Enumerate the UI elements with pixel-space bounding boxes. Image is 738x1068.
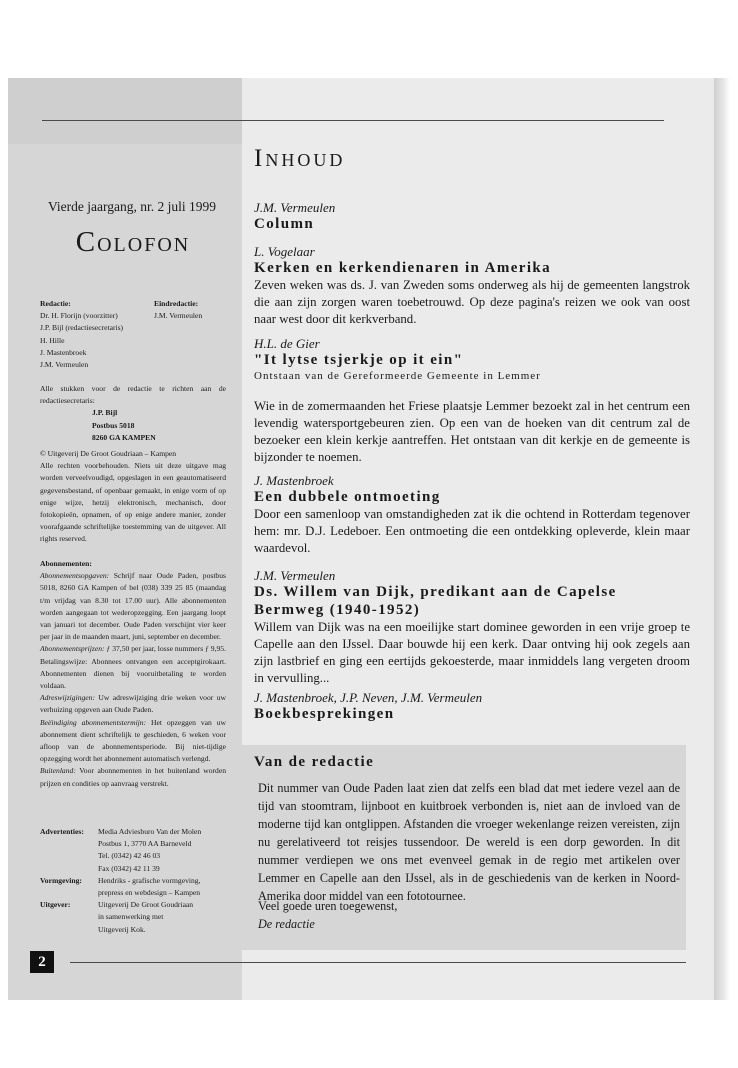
page-number: 2 xyxy=(30,951,54,973)
redactie-member: H. Hille xyxy=(40,335,65,345)
adreswijziging-label: Adreswijzigingen: xyxy=(40,693,95,703)
bottom-rule xyxy=(70,962,686,963)
kopij-text: Alle stukken voor de redactie te richten aan de redactiesecretaris: xyxy=(40,384,226,406)
redactie-label: Redactie: xyxy=(40,299,71,308)
entry-summary: Willem van Dijk was na een moeilijke start dominee geworden in een vrije groep te Capelle aan den IJssel. Daar bouwde hij een kerk. Daar ontving hij ook zegels aan zijn lastbrief en ging een eertijds gekoesterde, maar inmiddels lang vergeten droom in vervulling... xyxy=(254,620,690,685)
redactie-member: J. Mastenbroek xyxy=(40,347,87,357)
entry-author: L. Vogelaar xyxy=(254,244,315,259)
header-band xyxy=(8,78,242,144)
kopij-address-line: J.P. Bijl xyxy=(92,408,118,418)
toc-entry xyxy=(254,244,690,328)
vormgeving-line: Hendriks - grafische vormgeving, xyxy=(98,875,201,885)
uitgever-row xyxy=(40,899,226,936)
advertenties-line: Media Adviesburo Van der Molen xyxy=(98,827,202,836)
entry-subtitle: Ontstaan van de Gereformeerde Gemeente in Lemmer xyxy=(254,370,541,382)
toc-entry xyxy=(254,690,690,723)
uitgever-label: Uitgever: xyxy=(40,900,71,910)
editorial-closing: Veel goede uren toegewenst, xyxy=(258,899,398,913)
eindredactie-label: Eindredactie: xyxy=(154,299,199,308)
entry-summary: Wie in de zomermaanden het Friese plaatsje Lemmer bezoekt zal in het centrum een levendig watersportgebeuren zien. Op een van de hoeken van dit centrum zal de bezoeker een klein kerkje aantreffen. Het ontstaan van dit kerkje en de gemeente is bijzonder te noemen. xyxy=(254,399,690,464)
abon-prijzen-text: ƒ 37,50 per jaar, losse nummers ƒ 9,95. Betalingswijze: Abonnees ontvangen een acceptgirokaart. Abonnementen dienen bij vooruitbetaling te worden voldaan. xyxy=(40,644,226,691)
beeindiging-label: Beëindiging abonnementstermijn: xyxy=(40,717,147,727)
abonnementen-block xyxy=(40,558,226,790)
entry-summary: Door een samenloop van omstandigheden zat ik die ochtend in Rotterdam tegenover hem: mr. D.J. Ledeboer. Een ontmoeting die een ontdekking opleverde, klein maar waardevol. xyxy=(254,507,690,555)
editorial-text: Dit nummer van Oude Paden laat zien dat zelfs een blad dat met iedere vezel aan de tijd van stoomtram, lijnboot en kuitbroek verbonden is, niet aan de invloed van de moderne tijd kan ontglippen. Afstanden die vroeger wekenlange reizen vereisten, zijn nu gerelativeerd tot reisjes tussendoor. De wereld is een dorp geworden. In dit nummer verdiepen we ons met evenveel gemak in de regio met artikelen over Lemmer en Capelle aan den IJssel, als in de geschiedenis van de kerken in Noord-Amerika door middel van een fototournee. xyxy=(258,781,680,903)
entry-title: Boekbesprekingen xyxy=(254,706,395,722)
issue-line: Vierde jaargang, nr. 2 juli 1999 xyxy=(47,199,217,214)
advertenties-line: Postbus 1, 3770 AA Barneveld xyxy=(98,839,192,849)
vormgeving-row xyxy=(40,875,226,899)
rights-text: Alle rechten voorbehouden. Niets uit deze uitgave mag worden verveelvoudigd, opgeslagen in een geautomatiseerd gegevensbestand, of openbaar gemaakt, in enige vorm of op enige wijze, hetzij elektronisch, mechanisch, door fotokopieën, opnamen, of op enige andere manier, zonder voorafgaande schriftelijke toestemming van de uitgever. All rights reserved. xyxy=(40,461,226,544)
abon-prijzen-label: Abonnementsprijzen: xyxy=(40,644,105,654)
entry-title: Ds. Willem van Dijk, predikant aan de Capelse Bermweg (1940-1952) xyxy=(254,584,617,618)
colofon-title: Colofon xyxy=(75,226,191,258)
toc-entry xyxy=(254,473,690,557)
vormgeving-line: prepress en webdesign – Kampen xyxy=(98,888,201,898)
beeindiging-text: Het opzeggen van uw abonnement dient schriftelijk te geschieden, 6 weken voor afloop van de abonnementsperiode. Bij niet-tijdige opzegging wordt het abonnement automatisch verlengd. xyxy=(40,717,226,764)
entry-author: J.M. Vermeulen xyxy=(254,200,336,215)
abon-opgaven-label: Abonnementsopgaven: xyxy=(40,571,110,581)
toc-entry xyxy=(254,568,690,687)
entry-title: Column xyxy=(254,216,315,232)
vormgeving-label: Vormgeving: xyxy=(40,875,82,885)
copyright-block xyxy=(40,448,226,546)
entry-summary: Zeven weken was ds. J. van Zweden soms onderweg als hij de gemeenten langstrok die aan zijn zorgen waren toebetrouwd. Op deze pagina's reizen we ook van oost naar west door dit kerkverband. xyxy=(254,278,690,326)
abon-opgaven-text: Schrijf naar Oude Paden, postbus 5018, 8260 GA Kampen of bel (038) 339 25 85 (maandag t/m vrijdag van 8.30 tot 17.00 uur). Alle abonnementen worden aangegaan tot wederopzegging. Een jaargang loopt van januari tot december. Oude Paden verschijnt vier keer per jaar in de maanden maart, juni, september en december. xyxy=(40,571,226,642)
top-rule xyxy=(42,120,664,121)
entry-title: Kerken en kerkendienaren in Amerika xyxy=(254,260,552,276)
kopij-address-line: 8260 GA KAMPEN xyxy=(92,432,156,442)
redactie-member: Dr. H. Florijn (voorzitter) xyxy=(40,311,118,321)
abonnementen-label: Abonnementen: xyxy=(40,559,92,568)
contact-block xyxy=(40,826,226,936)
copyright-line: © Uitgeverij De Groot Goudriaan – Kampen xyxy=(40,449,177,458)
buitenland-label: Buitenland: xyxy=(40,766,76,776)
entry-title: Een dubbele ontmoeting xyxy=(254,489,441,505)
uitgever-line: Uitgeverij Kok. xyxy=(98,924,146,934)
advertenties-row xyxy=(40,826,226,875)
entry-author: J. Mastenbroek xyxy=(254,473,334,488)
entry-author: J. Mastenbroek, J.P. Neven, J.M. Vermeulen xyxy=(254,690,483,705)
advertenties-label: Advertenties: xyxy=(40,827,84,836)
entry-title: "It lytse tsjerkje op it ein" xyxy=(254,352,464,368)
entry-author: J.M. Vermeulen xyxy=(254,568,336,583)
editorial-title: Van de redactie xyxy=(254,754,375,770)
page-spine-edge xyxy=(714,78,730,1000)
toc-entry xyxy=(254,336,690,384)
adreswijziging-text: Uw adreswijziging drie weken voor uw verhuizing opgeven aan Oude Paden. xyxy=(40,693,226,715)
advertenties-line: Tel. (0342) 42 46 03 xyxy=(98,851,161,861)
advertenties-line: Fax (0342) 42 11 39 xyxy=(98,863,160,873)
buitenland-text: Voor abonnementen in het buitenland worden prijzen en condities op aanvraag verstrekt. xyxy=(40,766,226,788)
editorial-closing-block xyxy=(258,897,680,933)
uitgever-line: Uitgeverij De Groot Goudriaan xyxy=(98,900,194,910)
editorial-signature: De redactie xyxy=(258,917,315,931)
uitgever-line: in samenwerking met xyxy=(98,912,164,922)
redactie-member: J.P. Bijl (redactiesecretaris) xyxy=(40,323,124,333)
toc-entry xyxy=(254,200,690,233)
kopij-block xyxy=(40,383,226,444)
entry-author: H.L. de Gier xyxy=(254,336,320,351)
inhoud-heading: Inhoud xyxy=(254,145,346,172)
eindredactie-name: J.M. Vermeulen xyxy=(154,311,203,321)
kopij-address-line: Postbus 5018 xyxy=(92,420,135,430)
eindredactie-block xyxy=(154,298,234,322)
redactie-member: J.M. Vermeulen xyxy=(40,360,89,370)
